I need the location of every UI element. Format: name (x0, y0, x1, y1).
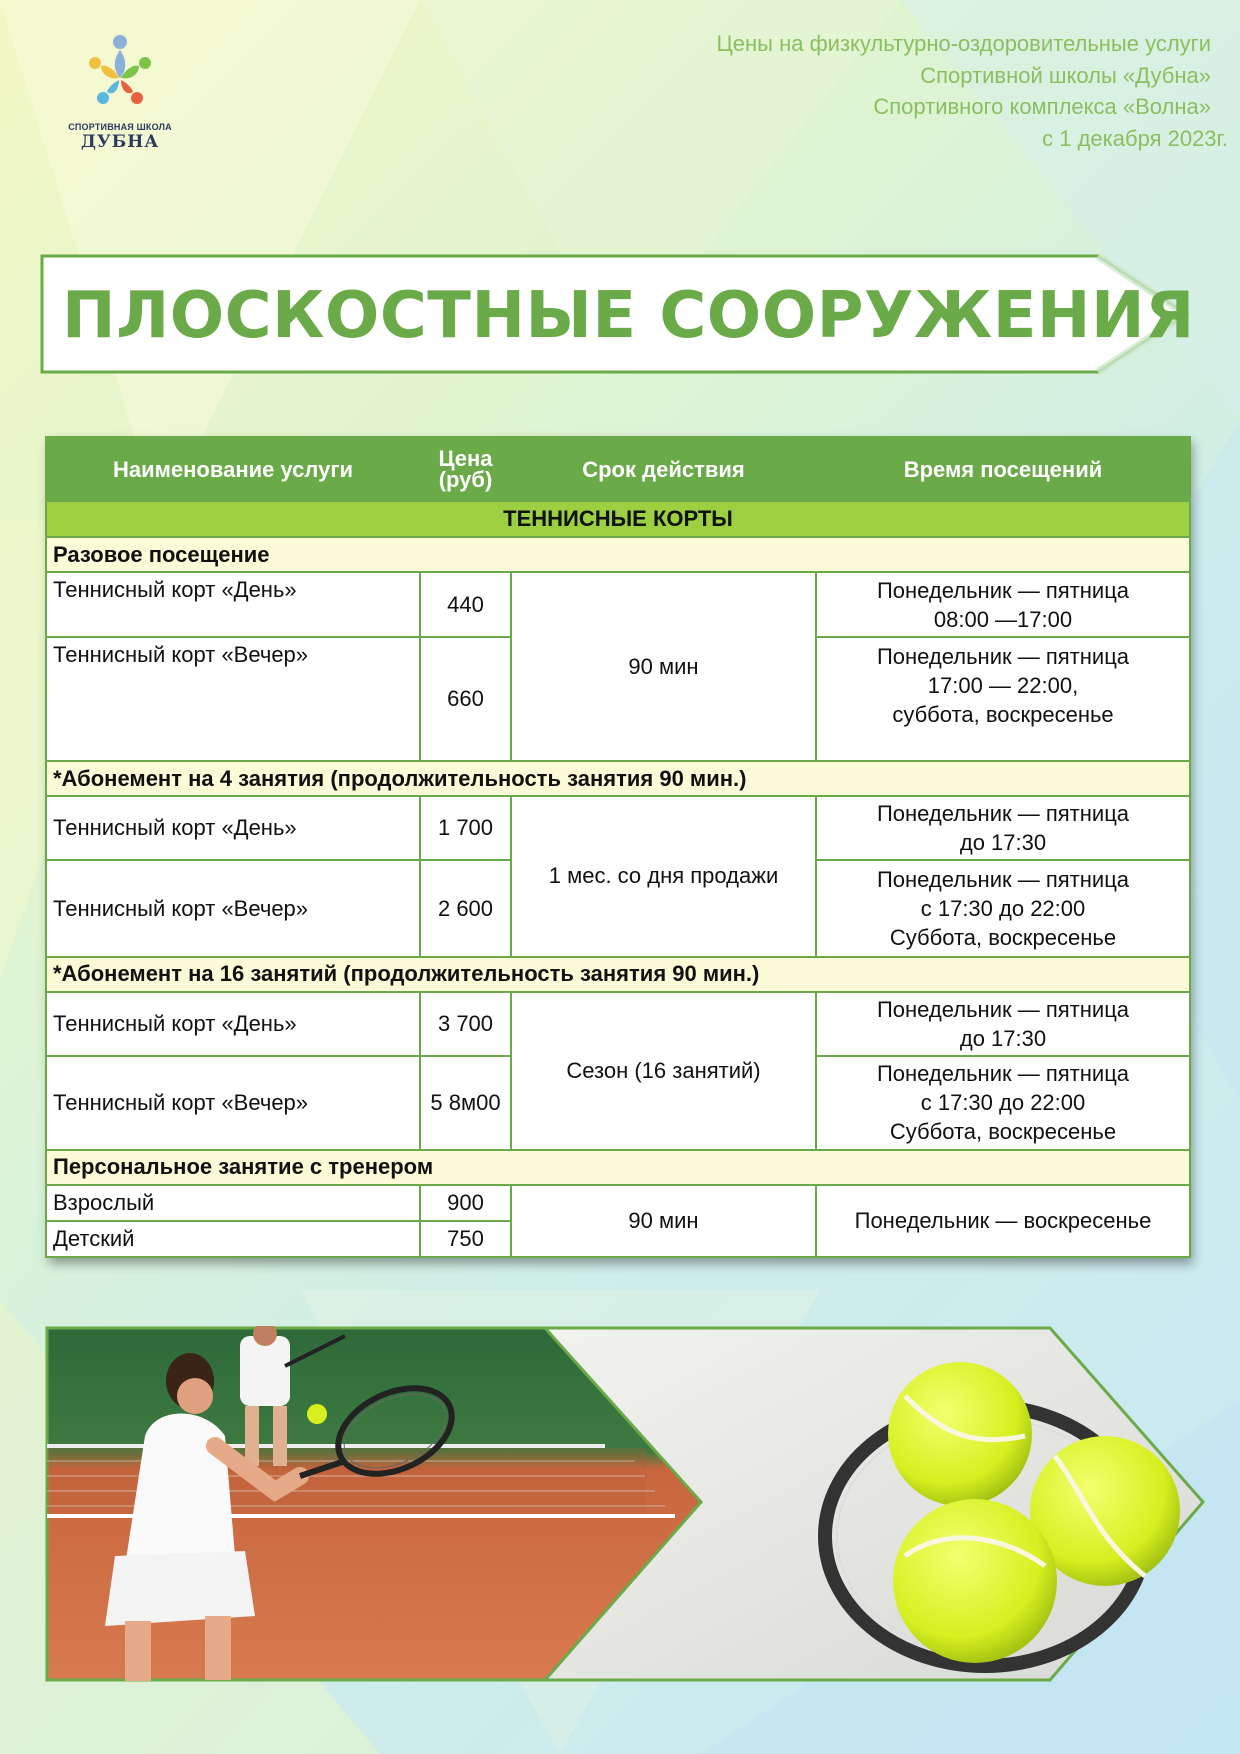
title-banner (40, 254, 1195, 376)
service-duration: 1 мес. со дня продажи (511, 796, 816, 956)
service-name: Теннисный корт «Вечер» (46, 1056, 420, 1150)
visit-time: Понедельник — воскресенье (816, 1185, 1190, 1257)
header-line: Спортивной школы «Дубна» (920, 62, 1211, 88)
group-header-row (46, 537, 1190, 572)
service-name: Теннисный корт «День» (46, 572, 420, 637)
table-row (46, 992, 1190, 1056)
service-price: 1 700 (420, 796, 511, 860)
service-price: 750 (420, 1221, 511, 1257)
visit-time: Понедельник — пятница с 17:30 до 22:00 Суббота, воскресенье (816, 860, 1190, 956)
school-logo (60, 30, 180, 160)
logo-title: ДУБНА (80, 132, 160, 152)
service-name: Теннисный корт «Вечер» (46, 860, 420, 956)
service-price: 3 700 (420, 992, 511, 1056)
column-header-time: Время посещений (816, 437, 1190, 501)
service-price: 900 (420, 1185, 511, 1221)
service-name: Теннисный корт «Вечер» (46, 637, 420, 761)
service-duration: Сезон (16 занятий) (511, 992, 816, 1150)
service-name: Теннисный корт «День» (46, 992, 420, 1056)
price-header (716, 28, 1228, 154)
header-line: Спортивного комплекса «Волна» (873, 94, 1211, 119)
column-header-name: Наименование услуги (46, 437, 420, 501)
section-title: ТЕННИСНЫЕ КОРТЫ (46, 501, 1190, 537)
group-title: *Абонемент на 16 занятий (продолжительность занятия 90 мин.) (46, 957, 1190, 992)
table-row (46, 572, 1190, 637)
visit-time: Понедельник — пятница до 17:30 (816, 992, 1190, 1056)
column-header-price: Цена (руб) (420, 437, 511, 501)
group-title: Разовое посещение (46, 537, 1190, 572)
logo-caption: СПОРТИВНАЯ ШКОЛА (68, 122, 172, 132)
page-title: ПЛОСКОСТНЫЕ СООРУЖЕНИЯ (62, 279, 1195, 353)
flower-logo-icon (75, 30, 165, 120)
table-header-row (46, 437, 1190, 501)
table-row (46, 796, 1190, 860)
section-row (46, 501, 1190, 537)
service-price: 440 (420, 572, 511, 637)
header-date: с 1 декабря 2023г. (1042, 125, 1228, 151)
service-price: 2 600 (420, 860, 511, 956)
visit-time: Понедельник — пятница 17:00 — 22:00, суббота, воскресенье (816, 637, 1190, 761)
service-name: Теннисный корт «День» (46, 796, 420, 860)
visit-time: Понедельник — пятница 08:00 —17:00 (816, 572, 1190, 637)
group-header-row (46, 1150, 1190, 1185)
service-price: 5 8м00 (420, 1056, 511, 1150)
group-title: Персональное занятие с тренером (46, 1150, 1190, 1185)
visit-time: Понедельник — пятница с 17:30 до 22:00 Суббота, воскресенье (816, 1056, 1190, 1150)
service-name: Детский (46, 1221, 420, 1257)
group-header-row (46, 957, 1190, 992)
service-duration: 90 мин (511, 1185, 816, 1257)
service-price: 660 (420, 637, 511, 761)
header-line: Цены на физкультурно-оздоровительные услуги (716, 31, 1211, 56)
service-name: Взрослый (46, 1185, 420, 1221)
column-header-duration: Срок действия (511, 437, 816, 501)
tennis-photos (45, 1326, 1205, 1682)
group-header-row (46, 761, 1190, 796)
service-duration: 90 мин (511, 572, 816, 761)
visit-time: Понедельник — пятница до 17:30 (816, 796, 1190, 860)
price-table (45, 436, 1189, 1258)
table-row (46, 1185, 1190, 1221)
group-title: *Абонемент на 4 занятия (продолжительность занятия 90 мин.) (46, 761, 1190, 796)
